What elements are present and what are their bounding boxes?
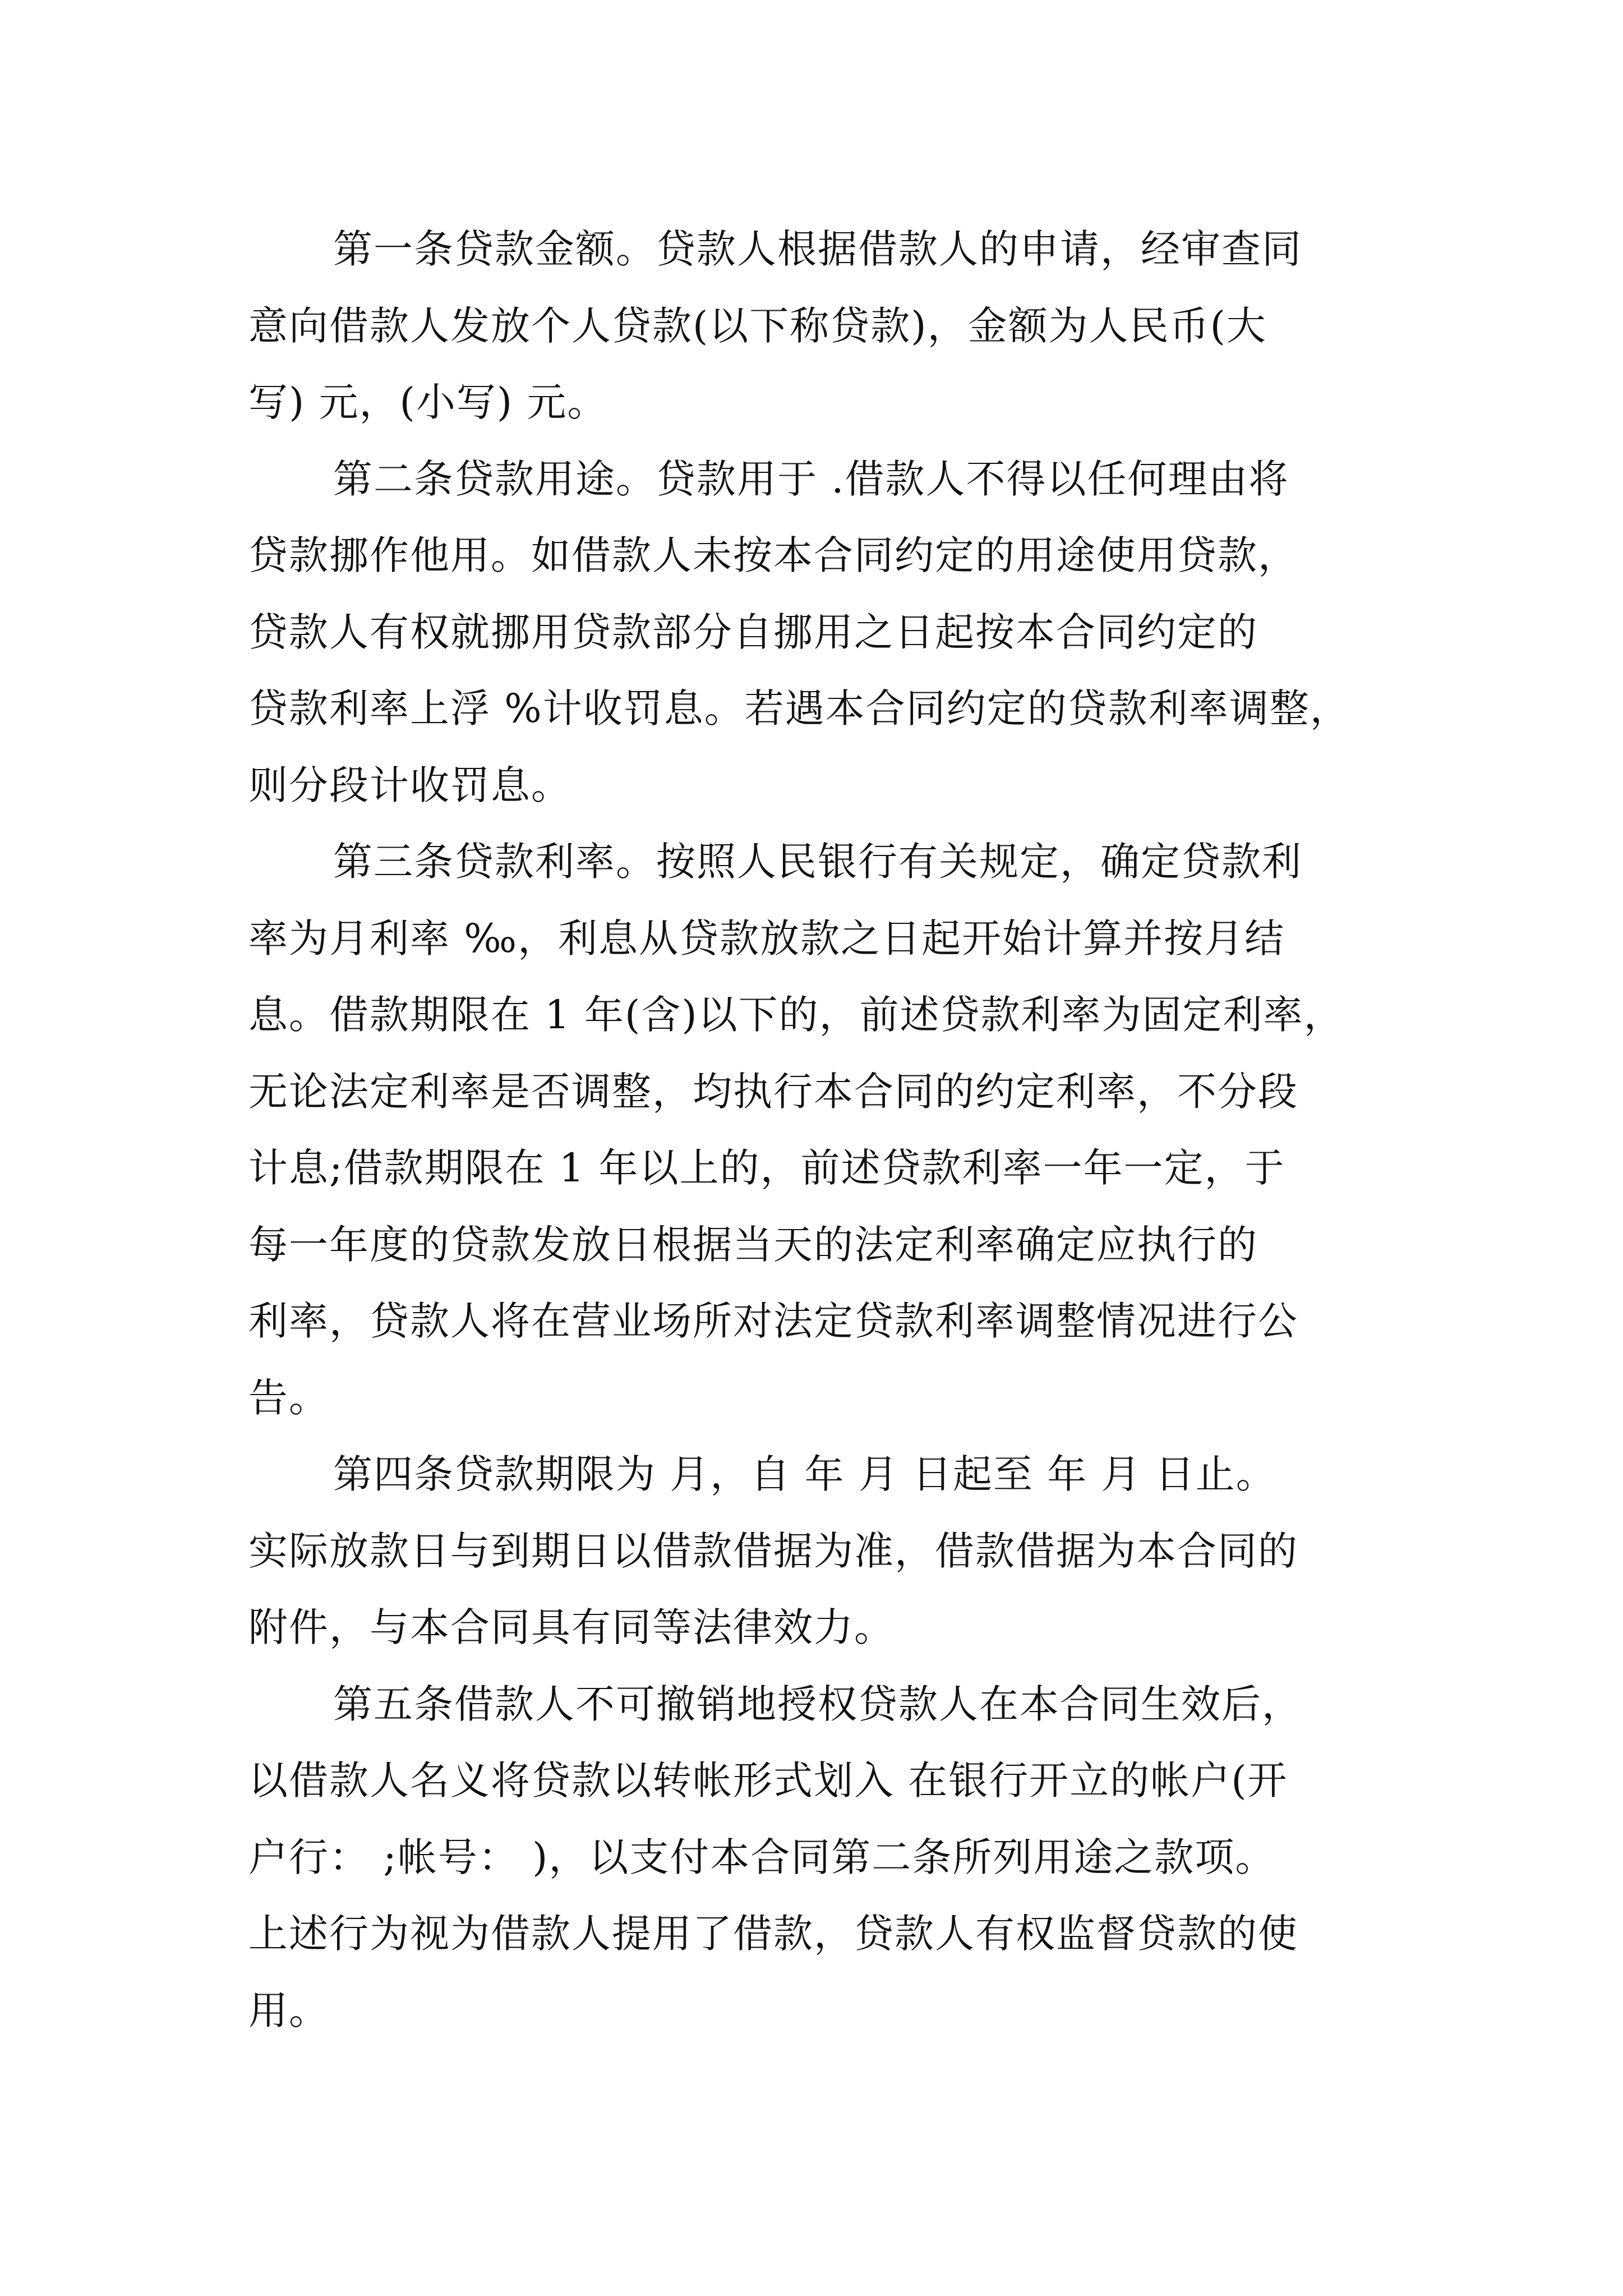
- article-2-line-4: 贷款利率上浮 %计收罚息。若遇本合同约定的贷款利率调整，: [248, 685, 1350, 731]
- article-5-line-3: 户行： ;帐号： )，以支付本合同第二条所列用途之款项。: [248, 1834, 1276, 1880]
- article-3-line-7: 利率，贷款人将在营业场所对法定贷款利率调整情况进行公: [248, 1298, 1298, 1344]
- article-2-line-5: 则分段计收罚息。: [248, 762, 571, 808]
- article-5-line-2: 以借款人名义将贷款以转帐形式划入 在银行开立的帐户(开: [248, 1757, 1288, 1803]
- article-3-line-4: 无论法定利率是否调整，均执行本合同的约定利率，不分段: [248, 1068, 1298, 1115]
- article-4-line-1: 第四条贷款期限为 月，自 年 月 日起至 年 月 日止。: [333, 1451, 1276, 1497]
- article-1-line-2: 意向借款人发放个人贷款(以下称贷款)，金额为人民币(大: [248, 302, 1267, 349]
- contract-body: [248, 211, 1381, 2049]
- article-1-line-3: 写) 元，(小写) 元。: [248, 379, 608, 425]
- article-3-line-8: 告。: [248, 1374, 329, 1421]
- article-3-line-3: 息。借款期限在 1 年(含)以下的，前述贷款利率为固定利率，: [248, 992, 1344, 1038]
- article-4-line-3: 附件，与本合同具有同等法律效力。: [248, 1604, 895, 1650]
- article-3-line-5: 计息;借款期限在 1 年以上的，前述贷款利率一年一定，于: [248, 1145, 1285, 1191]
- article-3-line-2: 率为月利率 ‰，利息从贷款放款之日起开始计算并按月结: [248, 915, 1285, 961]
- article-3-line-1: 第三条贷款利率。按照人民银行有关规定，确定贷款利: [333, 839, 1302, 885]
- article-4-line-2: 实际放款日与到期日以借款借据为准，借款借据为本合同的: [248, 1527, 1298, 1574]
- article-5-line-5: 用。: [248, 1987, 329, 2033]
- article-1-line-1: 第一条贷款金额。贷款人根据借款人的申请，经审查同: [333, 226, 1302, 272]
- article-3-line-6: 每一年度的贷款发放日根据当天的法定利率确定应执行的: [248, 1221, 1258, 1268]
- article-5-line-1: 第五条借款人不可撤销地授权贷款人在本合同生效后，: [333, 1681, 1302, 1727]
- article-2-line-1: 第二条贷款用途。贷款用于 .借款人不得以任何理由将: [333, 455, 1289, 502]
- article-2-line-2: 贷款挪作他用。如借款人未按本合同约定的用途使用贷款，: [248, 532, 1298, 578]
- article-2-line-3: 贷款人有权就挪用贷款部分自挪用之日起按本合同约定的: [248, 609, 1258, 655]
- article-5-line-4: 上述行为视为借款人提用了借款，贷款人有权监督贷款的使: [248, 1911, 1298, 1957]
